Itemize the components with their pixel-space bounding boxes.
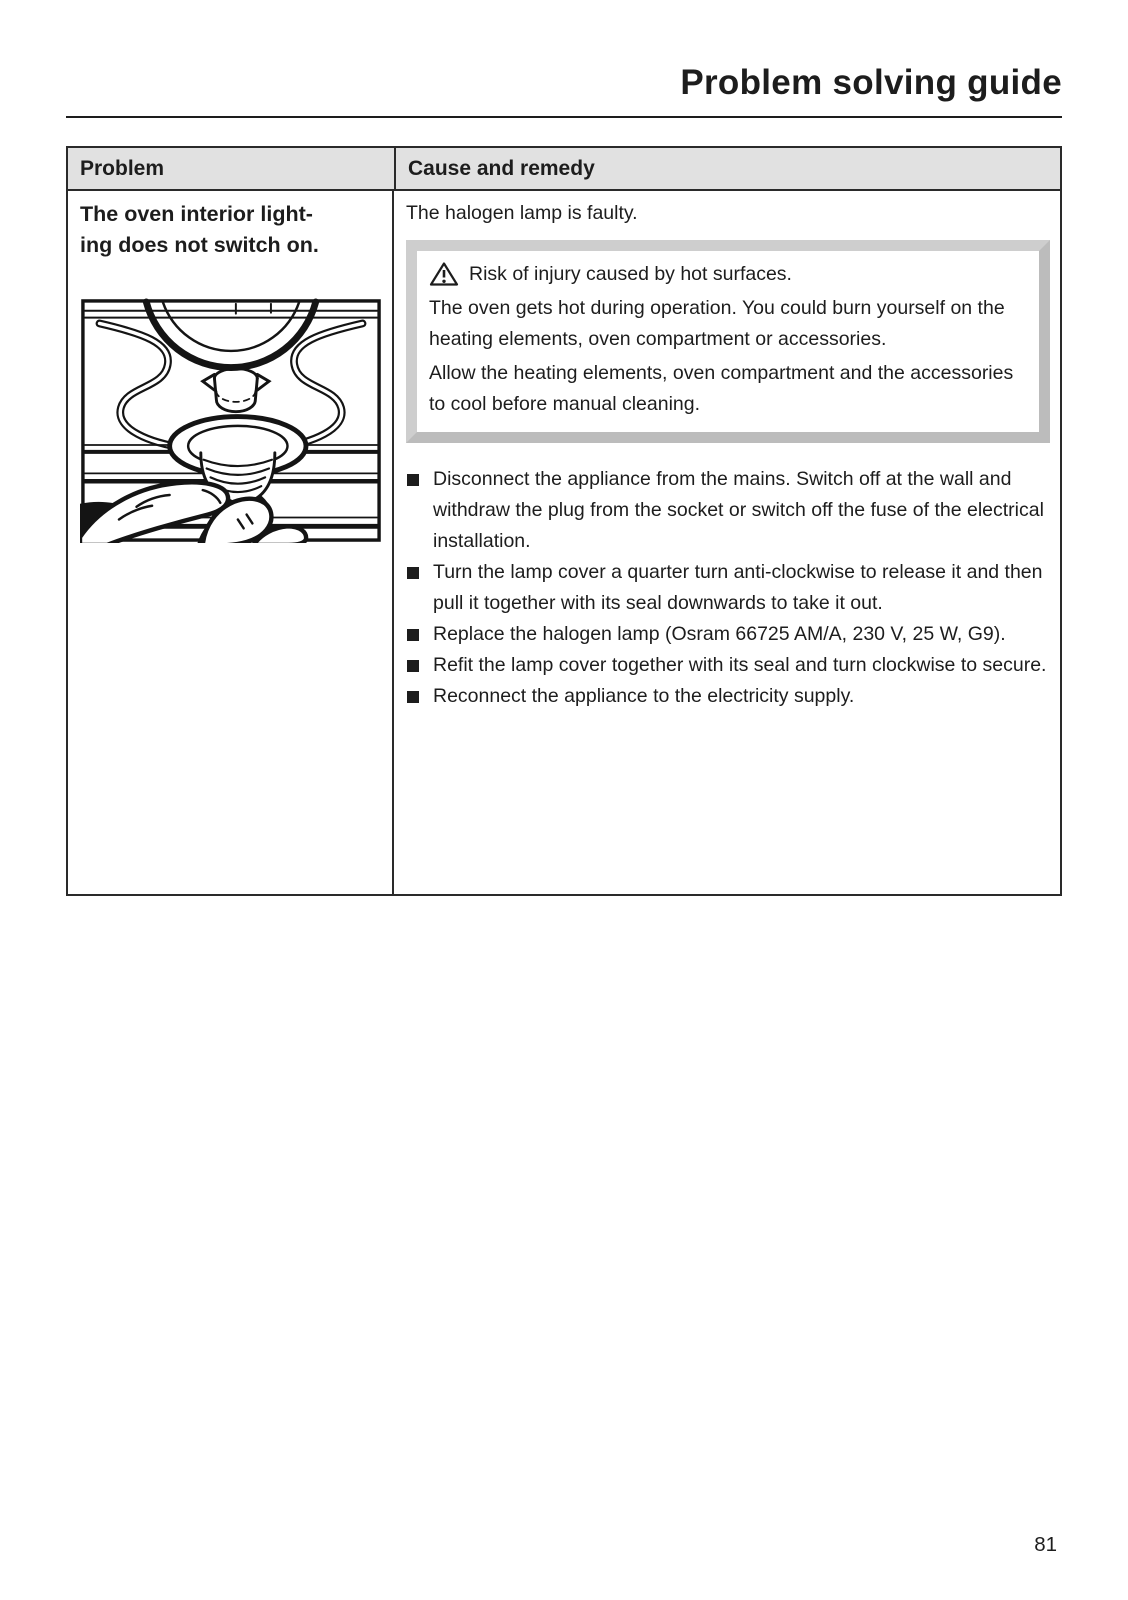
cause-intro: The halogen lamp is faulty. [406,202,638,224]
step-text: Reconnect the appliance to the electricity supply. [433,685,855,707]
problem-line-1: The oven interior light- [80,202,313,226]
black-square-bullet-icon [407,660,419,672]
col-header-cause: Cause and remedy [394,148,1060,189]
page-content [66,0,1062,896]
step-item [406,557,1050,619]
problem-table [66,146,1062,896]
page-title: Problem solving guide [680,63,1062,102]
black-square-bullet-icon [407,567,419,579]
problem-statement [80,199,380,261]
step-item [406,619,1050,650]
step-item [406,650,1050,681]
page-number: 81 [1034,1533,1057,1556]
col-header-problem: Problem [80,157,165,180]
cause-cell [394,191,1060,894]
step-text: Disconnect the appliance from the mains. Switch off at the wall and withdraw the plug from the socket or switch off the fuse of the electrical installation. [433,468,1044,552]
step-list [406,464,1050,712]
step-text: Turn the lamp cover a quarter turn anti-clockwise to release it and then pull it together with its seal downwards to take it out. [433,561,1043,614]
warning-triangle-icon [429,261,459,287]
problem-cell [68,191,394,894]
oven-lamp-illustration [80,298,382,543]
warning-title: Risk of injury caused by hot surfaces. [469,263,792,285]
problem-line-2: ing does not switch on. [80,233,319,257]
black-square-bullet-icon [407,691,419,703]
warning-title-line [429,259,1027,290]
step-text: Refit the lamp cover together with its seal and turn clockwise to secure. [433,654,1047,676]
warning-advice: Allow the heating elements, oven compartment and the accessories to cool before manual cleaning. [429,362,1014,415]
title-divider [66,116,1062,118]
step-item [406,681,1050,712]
step-item [406,464,1050,557]
black-square-bullet-icon [407,474,419,486]
black-square-bullet-icon [407,629,419,641]
step-text: Replace the halogen lamp (Osram 66725 AM/A, 230 V, 25 W, G9). [433,623,1006,645]
table-row [68,191,1060,894]
warning-box [406,240,1050,443]
warning-body: The oven gets hot during operation. You could burn yourself on the heating elements, oven compartment or accessories. [429,297,1005,350]
table-header-row [68,148,1060,191]
